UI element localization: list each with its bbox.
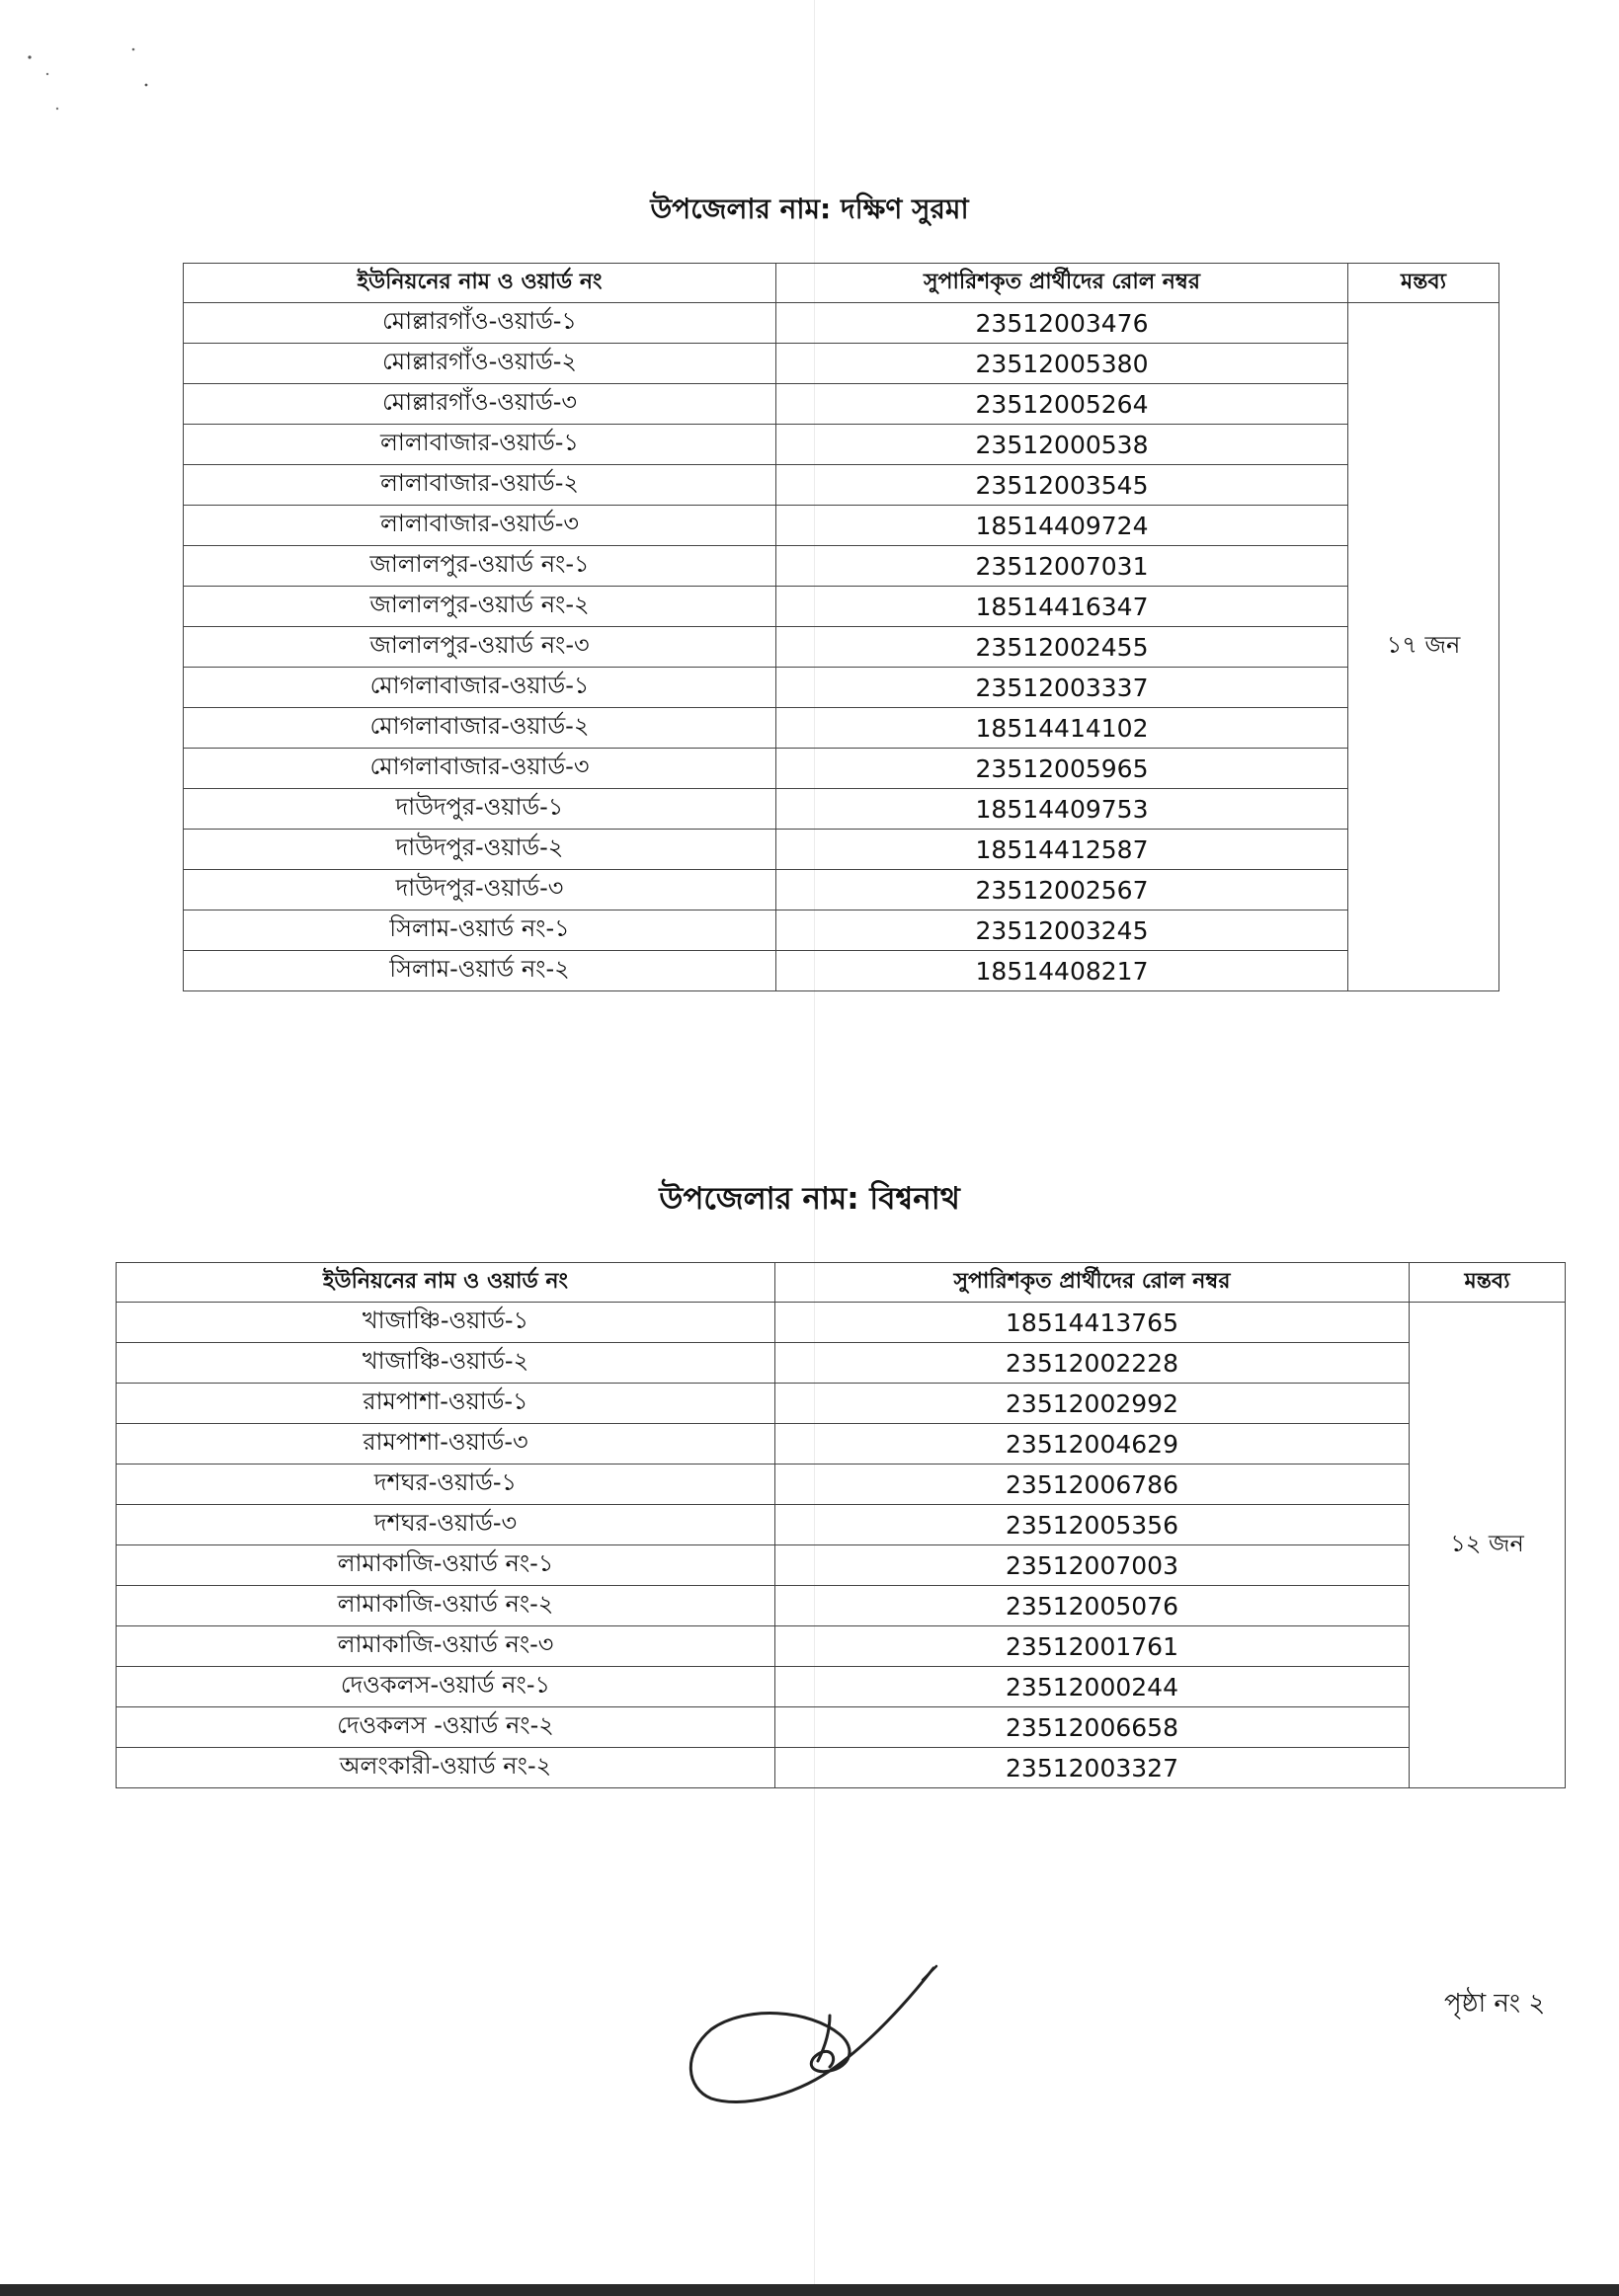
roll-number-cell: 23512002455 — [776, 627, 1348, 668]
table-row — [184, 303, 1499, 344]
union-ward-cell: লামাকাজি-ওয়ার্ড নং-২ — [117, 1586, 775, 1626]
roll-number-cell: 23512003337 — [776, 668, 1348, 708]
roll-number-cell: 23512003327 — [775, 1748, 1410, 1788]
table-row — [184, 506, 1499, 546]
table-row — [117, 1505, 1566, 1545]
roll-number-cell: 23512001761 — [775, 1626, 1410, 1667]
union-ward-cell: দাউদপুর-ওয়ার্ড-১ — [184, 789, 776, 830]
roll-number-cell: 23512003245 — [776, 910, 1348, 951]
roll-number-cell: 23512006786 — [775, 1465, 1410, 1505]
union-ward-cell: জালালপুর-ওয়ার্ড নং-৩ — [184, 627, 776, 668]
table-header-row — [184, 264, 1499, 303]
page-number: পৃষ্ঠা নং ২ — [1444, 1989, 1546, 2019]
roll-number-cell: 18514414102 — [776, 708, 1348, 749]
union-ward-cell: লামাকাজি-ওয়ার্ড নং-১ — [117, 1545, 775, 1586]
table-row — [184, 587, 1499, 627]
union-ward-cell: লামাকাজি-ওয়ার্ড নং-৩ — [117, 1626, 775, 1667]
union-ward-cell: সিলাম-ওয়ার্ড নং-১ — [184, 910, 776, 951]
union-ward-cell: খাজাঞ্চি-ওয়ার্ড-১ — [117, 1303, 775, 1343]
table-row — [117, 1424, 1566, 1465]
table-row — [184, 708, 1499, 749]
roll-number-cell: 23512005356 — [775, 1505, 1410, 1545]
table-row — [184, 789, 1499, 830]
header-roll-number: সুপারিশকৃত প্রার্থীদের রোল নম্বর — [776, 264, 1348, 303]
union-ward-cell: মোল্লারগাঁও-ওয়ার্ড-১ — [184, 303, 776, 344]
table-body — [184, 303, 1499, 991]
roll-number-cell: 18514413765 — [775, 1303, 1410, 1343]
union-ward-cell: দশঘর-ওয়ার্ড-১ — [117, 1465, 775, 1505]
table-row — [117, 1667, 1566, 1707]
roll-number-cell: 23512002228 — [775, 1343, 1410, 1384]
union-ward-cell: মোগলাবাজার-ওয়ার্ড-২ — [184, 708, 776, 749]
table-row — [117, 1384, 1566, 1424]
roll-number-cell: 23512004629 — [775, 1424, 1410, 1465]
table-row — [117, 1748, 1566, 1788]
union-ward-cell: দেওকলস-ওয়ার্ড নং-১ — [117, 1667, 775, 1707]
table-row — [184, 546, 1499, 587]
table-header-row — [117, 1263, 1566, 1303]
header-roll-number: সুপারিশকৃত প্রার্থীদের রোল নম্বর — [775, 1263, 1410, 1303]
roll-table-south-surma — [183, 263, 1499, 991]
roll-number-cell: 18514416347 — [776, 587, 1348, 627]
scan-bottom-edge — [0, 2284, 1619, 2296]
table-body — [117, 1303, 1566, 1788]
table-row — [184, 749, 1499, 789]
roll-number-cell: 23512005264 — [776, 384, 1348, 425]
roll-number-cell: 18514409724 — [776, 506, 1348, 546]
roll-number-cell: 23512007003 — [775, 1545, 1410, 1586]
remark-cell: ১২ জন — [1410, 1303, 1566, 1788]
union-ward-cell: দশঘর-ওয়ার্ড-৩ — [117, 1505, 775, 1545]
union-ward-cell: দেওকলস -ওয়ার্ড নং-২ — [117, 1707, 775, 1748]
union-ward-cell: জালালপুর-ওয়ার্ড নং-১ — [184, 546, 776, 587]
union-ward-cell: লালাবাজার-ওয়ার্ড-৩ — [184, 506, 776, 546]
table-row — [184, 870, 1499, 910]
table-row — [184, 344, 1499, 384]
header-remark: মন্তব্য — [1410, 1263, 1566, 1303]
table-row — [117, 1545, 1566, 1586]
header-union-ward: ইউনিয়নের নাম ও ওয়ার্ড নং — [184, 264, 776, 303]
union-ward-cell: মোগলাবাজার-ওয়ার্ড-৩ — [184, 749, 776, 789]
roll-number-cell: 23512003476 — [776, 303, 1348, 344]
table-row — [184, 910, 1499, 951]
union-ward-cell: খাজাঞ্চি-ওয়ার্ড-২ — [117, 1343, 775, 1384]
table-row — [117, 1707, 1566, 1748]
table-row — [184, 951, 1499, 991]
table-row — [184, 384, 1499, 425]
roll-number-cell: 23512002992 — [775, 1384, 1410, 1424]
table-row — [117, 1465, 1566, 1505]
union-ward-cell: মোল্লারগাঁও-ওয়ার্ড-২ — [184, 344, 776, 384]
union-ward-cell: অলংকারী-ওয়ার্ড নং-২ — [117, 1748, 775, 1788]
table-row — [117, 1626, 1566, 1667]
union-ward-cell: লালাবাজার-ওয়ার্ড-২ — [184, 465, 776, 506]
roll-number-cell: 23512007031 — [776, 546, 1348, 587]
union-ward-cell: দাউদপুর-ওয়ার্ড-২ — [184, 830, 776, 870]
union-ward-cell: রামপাশা-ওয়ার্ড-১ — [117, 1384, 775, 1424]
table-row — [117, 1303, 1566, 1343]
handwritten-signature — [682, 1950, 978, 2128]
union-ward-cell: রামপাশা-ওয়ার্ড-৩ — [117, 1424, 775, 1465]
roll-number-cell: 18514412587 — [776, 830, 1348, 870]
roll-number-cell: 23512005380 — [776, 344, 1348, 384]
section-title-bishwanath: উপজেলার নাম: বিশ্বনাথ — [659, 1181, 960, 1217]
union-ward-cell: দাউদপুর-ওয়ার্ড-৩ — [184, 870, 776, 910]
table-row — [184, 465, 1499, 506]
roll-number-cell: 23512006658 — [775, 1707, 1410, 1748]
section-title-south-surma: উপজেলার নাম: দক্ষিণ সুরমা — [650, 193, 969, 225]
roll-number-cell: 23512000538 — [776, 425, 1348, 465]
remark-cell: ১৭ জন — [1348, 303, 1499, 991]
table-row — [117, 1586, 1566, 1626]
table-row — [184, 668, 1499, 708]
roll-number-cell: 23512000244 — [775, 1667, 1410, 1707]
roll-number-cell: 23512002567 — [776, 870, 1348, 910]
roll-number-cell: 18514408217 — [776, 951, 1348, 991]
roll-table-bishwanath — [116, 1262, 1566, 1788]
union-ward-cell: সিলাম-ওয়ার্ড নং-২ — [184, 951, 776, 991]
roll-number-cell: 23512005965 — [776, 749, 1348, 789]
union-ward-cell: মোগলাবাজার-ওয়ার্ড-১ — [184, 668, 776, 708]
roll-number-cell: 23512003545 — [776, 465, 1348, 506]
table-row — [184, 830, 1499, 870]
table-row — [184, 425, 1499, 465]
union-ward-cell: জালালপুর-ওয়ার্ড নং-২ — [184, 587, 776, 627]
table-row — [117, 1343, 1566, 1384]
header-union-ward: ইউনিয়নের নাম ও ওয়ার্ড নং — [117, 1263, 775, 1303]
roll-number-cell: 23512005076 — [775, 1586, 1410, 1626]
union-ward-cell: লালাবাজার-ওয়ার্ড-১ — [184, 425, 776, 465]
table-row — [184, 627, 1499, 668]
scan-specks — [0, 0, 198, 138]
union-ward-cell: মোল্লারগাঁও-ওয়ার্ড-৩ — [184, 384, 776, 425]
header-remark: মন্তব্য — [1348, 264, 1499, 303]
roll-number-cell: 18514409753 — [776, 789, 1348, 830]
